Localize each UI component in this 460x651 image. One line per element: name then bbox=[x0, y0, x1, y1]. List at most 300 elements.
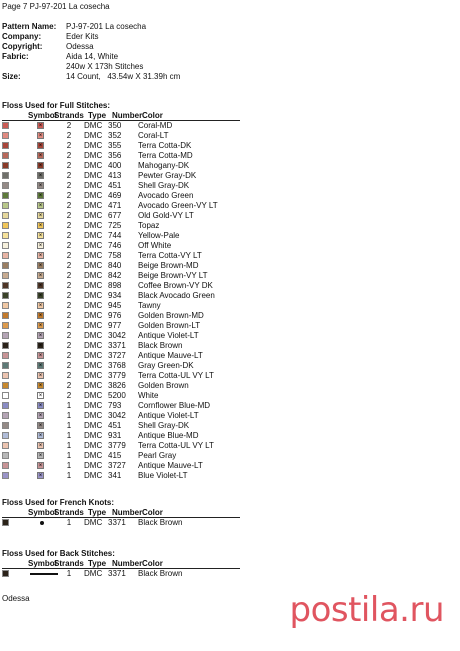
stitch-symbol-icon: × bbox=[38, 393, 43, 399]
stitch-symbol-icon: × bbox=[38, 143, 43, 149]
floss-row bbox=[2, 569, 240, 579]
number-value: 352 bbox=[108, 131, 122, 140]
meta-value: Eder Kits bbox=[66, 32, 99, 41]
strands-value: 2 bbox=[66, 181, 72, 190]
type-value: DMC bbox=[84, 401, 103, 410]
meta-value: PJ-97-201 La cosecha bbox=[66, 22, 147, 31]
strands-value: 2 bbox=[66, 121, 72, 130]
floss-row bbox=[2, 281, 240, 291]
strands-value: 1 bbox=[66, 569, 72, 578]
french-knot-icon bbox=[40, 521, 44, 525]
stitch-symbol-icon: × bbox=[38, 273, 43, 279]
meta-row bbox=[2, 62, 180, 72]
meta-row bbox=[2, 72, 180, 82]
stitch-symbol-icon: × bbox=[38, 283, 43, 289]
strands-value: 2 bbox=[66, 391, 72, 400]
color-name: Antique Violet-LT bbox=[138, 411, 199, 420]
header-symbol: Symbol bbox=[28, 559, 57, 568]
floss-row bbox=[2, 131, 240, 141]
page-header: Page 7 PJ-97-201 La cosecha bbox=[2, 2, 110, 11]
color-name: Off White bbox=[138, 241, 172, 250]
strands-value: 1 bbox=[66, 431, 72, 440]
stitch-symbol-icon: × bbox=[38, 173, 43, 179]
color-swatch bbox=[2, 272, 9, 279]
number-value: 469 bbox=[108, 191, 122, 200]
type-value: DMC bbox=[84, 471, 103, 480]
color-name: Avocado Green-VY LT bbox=[138, 201, 218, 210]
number-value: 400 bbox=[108, 161, 122, 170]
type-value: DMC bbox=[84, 361, 103, 370]
stitch-symbol-icon: × bbox=[38, 403, 43, 409]
type-value: DMC bbox=[84, 331, 103, 340]
strands-value: 2 bbox=[66, 341, 72, 350]
color-name: Mahogany-DK bbox=[138, 161, 190, 170]
meta-row bbox=[2, 42, 180, 52]
stitch-symbol-icon: × bbox=[38, 153, 43, 159]
color-name: Antique Mauve-LT bbox=[138, 351, 203, 360]
header-type: Type bbox=[88, 111, 107, 120]
floss-row bbox=[2, 231, 240, 241]
color-swatch bbox=[2, 262, 9, 269]
color-swatch bbox=[2, 242, 9, 249]
type-value: DMC bbox=[84, 281, 103, 290]
color-name: Golden Brown-MD bbox=[138, 311, 204, 320]
type-value: DMC bbox=[84, 381, 103, 390]
stitch-symbol-icon: × bbox=[38, 333, 43, 339]
number-value: 413 bbox=[108, 171, 122, 180]
color-swatch bbox=[2, 372, 9, 379]
color-swatch bbox=[2, 202, 9, 209]
stitch-symbol-icon: × bbox=[38, 383, 43, 389]
stitch-symbol-icon: × bbox=[38, 133, 43, 139]
type-value: DMC bbox=[84, 391, 103, 400]
floss-row bbox=[2, 391, 240, 401]
color-swatch bbox=[2, 412, 9, 419]
meta-key: Copyright: bbox=[2, 42, 43, 51]
strands-value: 1 bbox=[66, 411, 72, 420]
header-type: Type bbox=[88, 508, 107, 517]
number-value: 840 bbox=[108, 261, 122, 270]
stitch-symbol-icon: × bbox=[38, 463, 43, 469]
strands-value: 2 bbox=[66, 251, 72, 260]
floss-row bbox=[2, 461, 240, 471]
color-swatch bbox=[2, 252, 9, 259]
color-name: Antique Violet-LT bbox=[138, 331, 199, 340]
floss-row bbox=[2, 321, 240, 331]
color-name: Beige Brown-MD bbox=[138, 261, 199, 270]
strands-value: 2 bbox=[66, 321, 72, 330]
color-swatch bbox=[2, 132, 9, 139]
floss-row bbox=[2, 121, 240, 131]
color-swatch bbox=[2, 382, 9, 389]
meta-value: Odessa bbox=[66, 42, 94, 51]
full-stitches-header bbox=[2, 111, 240, 121]
strands-value: 1 bbox=[66, 461, 72, 470]
number-value: 350 bbox=[108, 121, 122, 130]
type-value: DMC bbox=[84, 301, 103, 310]
type-value: DMC bbox=[84, 211, 103, 220]
strands-value: 1 bbox=[66, 441, 72, 450]
number-value: 451 bbox=[108, 181, 122, 190]
pattern-info bbox=[2, 22, 180, 82]
floss-row bbox=[2, 151, 240, 161]
color-name: Pewter Gray-DK bbox=[138, 171, 197, 180]
floss-row bbox=[2, 171, 240, 181]
stitch-symbol-icon: × bbox=[38, 423, 43, 429]
color-swatch bbox=[2, 519, 9, 526]
color-swatch bbox=[2, 472, 9, 479]
color-name: Tawny bbox=[138, 301, 161, 310]
stitch-symbol-icon: × bbox=[38, 293, 43, 299]
full-stitches-section bbox=[2, 101, 240, 481]
french-knots-header bbox=[2, 508, 240, 518]
header-type: Type bbox=[88, 559, 107, 568]
number-value: 976 bbox=[108, 311, 122, 320]
number-value: 471 bbox=[108, 201, 122, 210]
color-name: Shell Gray-DK bbox=[138, 421, 190, 430]
type-value: DMC bbox=[84, 261, 103, 270]
color-swatch bbox=[2, 402, 9, 409]
type-value: DMC bbox=[84, 161, 103, 170]
color-swatch bbox=[2, 122, 9, 129]
color-swatch bbox=[2, 442, 9, 449]
stitch-symbol-icon: × bbox=[38, 213, 43, 219]
header-number: Number bbox=[112, 508, 143, 517]
floss-row bbox=[2, 271, 240, 281]
floss-row bbox=[2, 331, 240, 341]
color-swatch bbox=[2, 312, 9, 319]
number-value: 341 bbox=[108, 471, 122, 480]
floss-row bbox=[2, 371, 240, 381]
color-name: Coffee Brown-VY DK bbox=[138, 281, 213, 290]
number-value: 977 bbox=[108, 321, 122, 330]
color-name: Beige Brown-VY LT bbox=[138, 271, 208, 280]
number-value: 3779 bbox=[108, 371, 126, 380]
type-value: DMC bbox=[84, 291, 103, 300]
number-value: 898 bbox=[108, 281, 122, 290]
strands-value: 2 bbox=[66, 261, 72, 270]
stitch-symbol-icon: × bbox=[38, 443, 43, 449]
color-name: Gray Green-DK bbox=[138, 361, 194, 370]
type-value: DMC bbox=[84, 231, 103, 240]
strands-value: 2 bbox=[66, 201, 72, 210]
stitch-symbol-icon: × bbox=[38, 163, 43, 169]
color-name: Coral-LT bbox=[138, 131, 169, 140]
color-name: White bbox=[138, 391, 159, 400]
strands-value: 1 bbox=[66, 518, 72, 527]
floss-row bbox=[2, 351, 240, 361]
meta-value: 14 Count, 43.54w X 31.39h cm bbox=[66, 72, 181, 81]
color-name: Terra Cotta-VY LT bbox=[138, 251, 202, 260]
number-value: 415 bbox=[108, 451, 122, 460]
color-name: Shell Gray-DK bbox=[138, 181, 190, 190]
color-name: Avocado Green bbox=[138, 191, 194, 200]
floss-row bbox=[2, 221, 240, 231]
stitch-symbol-icon: × bbox=[38, 193, 43, 199]
meta-key: Company: bbox=[2, 32, 42, 41]
type-value: DMC bbox=[84, 251, 103, 260]
back-stitches-title: Floss Used for Back Stitches: bbox=[2, 549, 115, 558]
header-number: Number bbox=[112, 559, 143, 568]
color-swatch bbox=[2, 182, 9, 189]
stitch-symbol-icon: × bbox=[38, 183, 43, 189]
color-swatch bbox=[2, 282, 9, 289]
stitch-symbol-icon: × bbox=[38, 373, 43, 379]
number-value: 744 bbox=[108, 231, 122, 240]
strands-value: 1 bbox=[66, 421, 72, 430]
color-name: Terra Cotta-DK bbox=[138, 141, 192, 150]
meta-row bbox=[2, 22, 180, 32]
watermark-logo: postila.ru bbox=[289, 590, 444, 630]
stitch-symbol-icon: × bbox=[38, 223, 43, 229]
type-value: DMC bbox=[84, 321, 103, 330]
type-value: DMC bbox=[84, 121, 103, 130]
meta-key: Size: bbox=[2, 72, 21, 81]
stitch-symbol-icon: × bbox=[38, 473, 43, 479]
type-value: DMC bbox=[84, 341, 103, 350]
floss-row bbox=[2, 261, 240, 271]
type-value: DMC bbox=[84, 241, 103, 250]
type-value: DMC bbox=[84, 451, 103, 460]
stitch-symbol-icon: × bbox=[38, 243, 43, 249]
color-swatch bbox=[2, 212, 9, 219]
strands-value: 2 bbox=[66, 171, 72, 180]
color-swatch bbox=[2, 142, 9, 149]
header-number: Number bbox=[112, 111, 143, 120]
floss-row bbox=[2, 471, 240, 481]
color-swatch bbox=[2, 192, 9, 199]
type-value: DMC bbox=[84, 518, 103, 527]
number-value: 3779 bbox=[108, 441, 126, 450]
color-swatch bbox=[2, 352, 9, 359]
back-stitches-section bbox=[2, 549, 240, 579]
stitch-symbol-icon: × bbox=[38, 353, 43, 359]
strands-value: 2 bbox=[66, 351, 72, 360]
color-name: Terra Cotta-UL VY LT bbox=[138, 441, 214, 450]
number-value: 451 bbox=[108, 421, 122, 430]
strands-value: 2 bbox=[66, 311, 72, 320]
strands-value: 2 bbox=[66, 141, 72, 150]
floss-row bbox=[2, 441, 240, 451]
strands-value: 1 bbox=[66, 401, 72, 410]
number-value: 3042 bbox=[108, 411, 126, 420]
type-value: DMC bbox=[84, 151, 103, 160]
stitch-symbol-icon: × bbox=[38, 433, 43, 439]
strands-value: 2 bbox=[66, 241, 72, 250]
strands-value: 2 bbox=[66, 291, 72, 300]
strands-value: 2 bbox=[66, 131, 72, 140]
meta-value: Aida 14, White bbox=[66, 52, 119, 61]
color-swatch bbox=[2, 302, 9, 309]
color-name: Terra Cotta-MD bbox=[138, 151, 193, 160]
floss-row bbox=[2, 161, 240, 171]
meta-key bbox=[2, 62, 66, 72]
type-value: DMC bbox=[84, 141, 103, 150]
meta-key: Pattern Name: bbox=[2, 22, 57, 31]
floss-row bbox=[2, 421, 240, 431]
color-name: Golden Brown-LT bbox=[138, 321, 201, 330]
color-name: Golden Brown bbox=[138, 381, 189, 390]
type-value: DMC bbox=[84, 171, 103, 180]
floss-row bbox=[2, 311, 240, 321]
number-value: 793 bbox=[108, 401, 122, 410]
color-name: Yellow-Pale bbox=[138, 231, 180, 240]
number-value: 842 bbox=[108, 271, 122, 280]
strands-value: 2 bbox=[66, 371, 72, 380]
color-swatch bbox=[2, 570, 9, 577]
type-value: DMC bbox=[84, 201, 103, 210]
header-strands: Strands bbox=[54, 508, 84, 517]
stitch-symbol-icon: × bbox=[38, 453, 43, 459]
number-value: 3727 bbox=[108, 461, 126, 470]
color-name: Terra Cotta-UL VY LT bbox=[138, 371, 214, 380]
floss-row bbox=[2, 251, 240, 261]
meta-row bbox=[2, 52, 180, 62]
color-swatch bbox=[2, 222, 9, 229]
meta-value: 240w X 173h Stitches bbox=[66, 62, 144, 71]
type-value: DMC bbox=[84, 221, 103, 230]
color-name: Cornflower Blue-MD bbox=[138, 401, 211, 410]
strands-value: 2 bbox=[66, 271, 72, 280]
full-stitches-title: Floss Used for Full Stitches: bbox=[2, 101, 111, 110]
type-value: DMC bbox=[84, 569, 103, 578]
color-swatch bbox=[2, 232, 9, 239]
back-stitches-list bbox=[2, 569, 240, 579]
color-swatch bbox=[2, 432, 9, 439]
floss-row bbox=[2, 141, 240, 151]
meta-row bbox=[2, 32, 180, 42]
number-value: 677 bbox=[108, 211, 122, 220]
strands-value: 2 bbox=[66, 301, 72, 310]
number-value: 3371 bbox=[108, 341, 126, 350]
color-name: Pearl Gray bbox=[138, 451, 177, 460]
color-name: Black Brown bbox=[138, 518, 183, 527]
color-swatch bbox=[2, 452, 9, 459]
color-name: Antique Mauve-LT bbox=[138, 461, 203, 470]
number-value: 934 bbox=[108, 291, 122, 300]
color-name: Coral-MD bbox=[138, 121, 173, 130]
strands-value: 2 bbox=[66, 281, 72, 290]
color-name: Blue Violet-LT bbox=[138, 471, 188, 480]
floss-row bbox=[2, 518, 240, 528]
number-value: 945 bbox=[108, 301, 122, 310]
header-symbol: Symbol bbox=[28, 111, 57, 120]
floss-row bbox=[2, 341, 240, 351]
floss-row bbox=[2, 451, 240, 461]
number-value: 3371 bbox=[108, 518, 126, 527]
strands-value: 2 bbox=[66, 151, 72, 160]
number-value: 5200 bbox=[108, 391, 126, 400]
header-color: Color bbox=[142, 559, 163, 568]
type-value: DMC bbox=[84, 421, 103, 430]
type-value: DMC bbox=[84, 351, 103, 360]
color-name: Black Brown bbox=[138, 341, 183, 350]
color-swatch bbox=[2, 462, 9, 469]
number-value: 3826 bbox=[108, 381, 126, 390]
color-swatch bbox=[2, 322, 9, 329]
type-value: DMC bbox=[84, 441, 103, 450]
floss-row bbox=[2, 241, 240, 251]
floss-row bbox=[2, 181, 240, 191]
stitch-symbol-icon: × bbox=[38, 363, 43, 369]
number-value: 3371 bbox=[108, 569, 126, 578]
stitch-symbol-icon: × bbox=[38, 253, 43, 259]
floss-row bbox=[2, 301, 240, 311]
strands-value: 1 bbox=[66, 471, 72, 480]
header-color: Color bbox=[142, 508, 163, 517]
header-symbol: Symbol bbox=[28, 508, 57, 517]
strands-value: 2 bbox=[66, 361, 72, 370]
stitch-symbol-icon: × bbox=[38, 303, 43, 309]
color-swatch bbox=[2, 152, 9, 159]
stitch-symbol-icon: × bbox=[38, 123, 43, 129]
strands-value: 2 bbox=[66, 231, 72, 240]
strands-value: 2 bbox=[66, 381, 72, 390]
full-stitches-list bbox=[2, 121, 240, 481]
floss-row bbox=[2, 191, 240, 201]
number-value: 3727 bbox=[108, 351, 126, 360]
type-value: DMC bbox=[84, 411, 103, 420]
stitch-symbol-icon: × bbox=[38, 313, 43, 319]
meta-key: Fabric: bbox=[2, 52, 29, 61]
floss-row bbox=[2, 401, 240, 411]
stitch-symbol-icon: × bbox=[38, 323, 43, 329]
strands-value: 2 bbox=[66, 211, 72, 220]
stitch-symbol-icon: × bbox=[38, 413, 43, 419]
type-value: DMC bbox=[84, 181, 103, 190]
number-value: 3768 bbox=[108, 361, 126, 370]
floss-row bbox=[2, 361, 240, 371]
number-value: 3042 bbox=[108, 331, 126, 340]
floss-row bbox=[2, 431, 240, 441]
number-value: 931 bbox=[108, 431, 122, 440]
color-name: Old Gold-VY LT bbox=[138, 211, 194, 220]
color-swatch bbox=[2, 422, 9, 429]
color-name: Topaz bbox=[138, 221, 160, 230]
floss-row bbox=[2, 291, 240, 301]
color-swatch bbox=[2, 292, 9, 299]
header-strands: Strands bbox=[54, 559, 84, 568]
type-value: DMC bbox=[84, 191, 103, 200]
color-swatch bbox=[2, 392, 9, 399]
color-name: Antique Blue-MD bbox=[138, 431, 199, 440]
floss-row bbox=[2, 381, 240, 391]
french-knots-title: Floss Used for French Knots: bbox=[2, 498, 115, 507]
stitch-symbol-icon: × bbox=[38, 263, 43, 269]
french-knots-section bbox=[2, 498, 240, 528]
number-value: 746 bbox=[108, 241, 122, 250]
type-value: DMC bbox=[84, 311, 103, 320]
color-swatch bbox=[2, 332, 9, 339]
type-value: DMC bbox=[84, 271, 103, 280]
footer-text: Odessa bbox=[2, 594, 30, 603]
stitch-symbol-icon: × bbox=[38, 233, 43, 239]
back-stitch-line-icon bbox=[30, 573, 58, 575]
color-name: Black Avocado Green bbox=[138, 291, 215, 300]
number-value: 725 bbox=[108, 221, 122, 230]
strands-value: 2 bbox=[66, 331, 72, 340]
stitch-symbol-icon: × bbox=[38, 343, 43, 349]
number-value: 355 bbox=[108, 141, 122, 150]
floss-row bbox=[2, 211, 240, 221]
header-strands: Strands bbox=[54, 111, 84, 120]
type-value: DMC bbox=[84, 131, 103, 140]
number-value: 758 bbox=[108, 251, 122, 260]
strands-value: 2 bbox=[66, 191, 72, 200]
back-stitches-header bbox=[2, 559, 240, 569]
french-knots-list bbox=[2, 518, 240, 528]
type-value: DMC bbox=[84, 371, 103, 380]
